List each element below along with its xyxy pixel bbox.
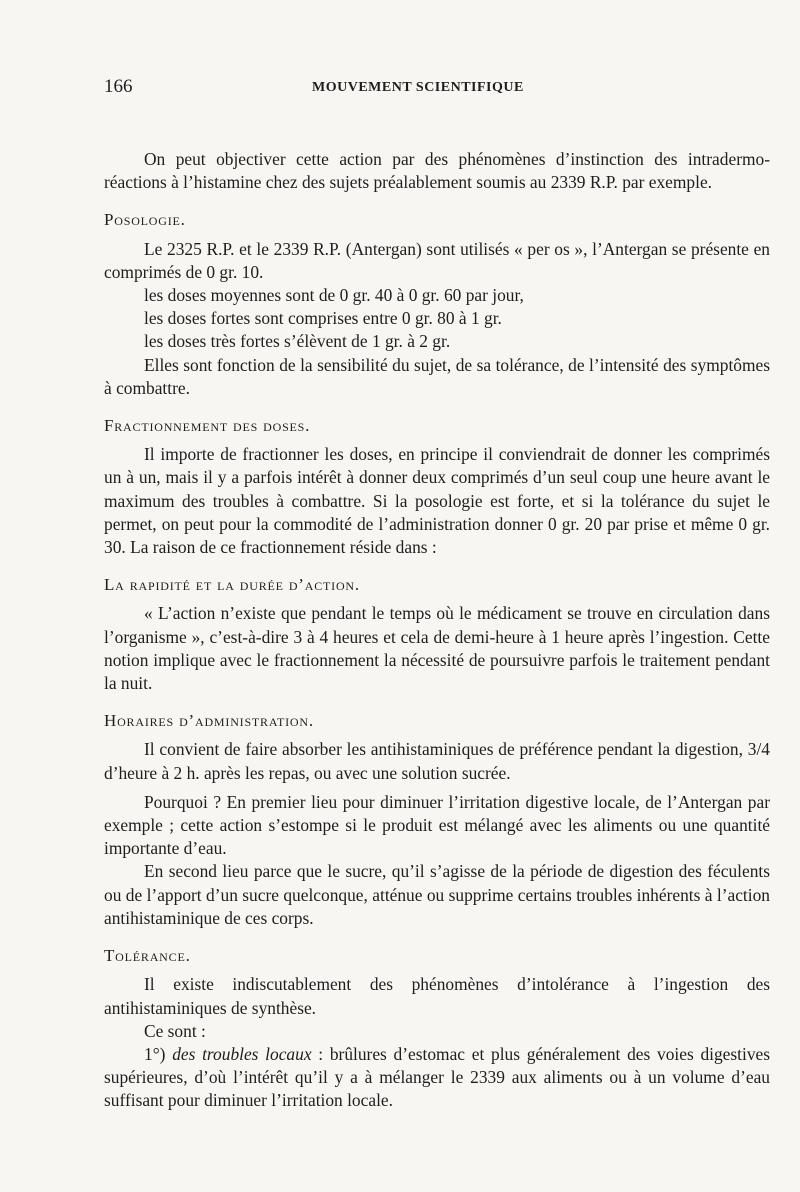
running-title: MOUVEMENT SCIENTIFIQUE bbox=[312, 80, 524, 95]
tolerance-paragraph-2: Ce sont : bbox=[144, 1020, 206, 1041]
tolerance-paragraph-3-text: : brûlures d’estomac et plus généralement des voies digestives supérieures, d’où l’intérêt qu’il y a à mélanger le 2339 aux aliments ou à un volume d’eau suffisant pour diminuer l’irritation locale. bbox=[104, 1043, 771, 1111]
emphasis-troubles-locaux: des troubles locaux bbox=[172, 1043, 312, 1064]
dose-line-fortes: les doses fortes sont comprises entre 0 gr. 80 à 1 gr. bbox=[144, 308, 502, 329]
section-heading-tolerance: Tolérance. bbox=[104, 946, 191, 966]
body-text bbox=[104, 148, 770, 1113]
rapidite-paragraph: « L’action n’existe que pendant le temps où le médicament se trouve en circulation dans l’organisme », c’est-à-dire 3 à 4 heures et cela de demi-heure à 1 heure après l’ingestion. Cette notion implique avec le fractionnement la nécessité de poursuivre parfois le traitement pendant la nuit. bbox=[104, 603, 770, 694]
horaires-paragraph-3: En second lieu parce que le sucre, qu’il s’agisse de la période de digestion des féculents ou de l’apport d’un sucre quelconque, atténue ou supprime certains troubles inhérents à l’action antihistaminique de ces corps. bbox=[104, 861, 770, 928]
horaires-paragraph-1: Il convient de faire absorber les antihistaminiques de préférence pendant la digestion, 3/4 d’heure à 2 h. après les repas, ou avec une solution sucrée. bbox=[104, 739, 770, 783]
posologie-paragraph-2: Elles sont fonction de la sensibilité du sujet, de sa tolérance, de l’intensité des symptômes à combattre. bbox=[104, 354, 770, 398]
intro-paragraph: On peut objectiver cette action par des phénomènes d’instinction des intradermo-réactions à l’histamine chez des sujets préalablement soumis au 2339 R.P. par exemple. bbox=[104, 149, 770, 193]
fractionnement-paragraph: Il importe de fractionner les doses, en principe il conviendrait de donner les comprimés un à un, mais il y a parfois intérêt à donner deux comprimés d’un seul coup une heure avant le maximum des troubles à combattre. Si la posologie est forte, et si la tolérance du sujet le permet, on peut pour la commodité de l’administration donner 0 gr. 20 par prise et même 0 gr. 30. La raison de ce fractionnement réside dans : bbox=[104, 444, 770, 558]
section-heading-fractionnement: Fractionnement des doses. bbox=[104, 416, 311, 436]
section-heading-horaires: Horaires d’administration. bbox=[104, 711, 314, 731]
list-number: 1°) bbox=[144, 1043, 166, 1064]
page-number: 166 bbox=[104, 76, 133, 97]
page-header bbox=[104, 76, 770, 106]
horaires-paragraph-2: Pourquoi ? En premier lieu pour diminuer l’irritation digestive locale, de l’Antergan par exemple ; cette action s’estompe si le produit est mélangé avec les aliments ou une quantité importante d’eau. bbox=[104, 791, 770, 859]
tolerance-paragraph-3 bbox=[104, 1043, 770, 1113]
tolerance-paragraph-1: Il existe indiscutablement des phénomènes d’intolérance à l’ingestion des antihistaminiques de synthèse. bbox=[104, 974, 770, 1018]
section-heading-posologie: Posologie. bbox=[104, 210, 186, 230]
posologie-paragraph: Le 2325 R.P. et le 2339 R.P. (Antergan) sont utilisés « per os », l’Antergan se présente en comprimés de 0 gr. 10. bbox=[104, 238, 770, 282]
section-heading-rapidite: La rapidité et la durée d’action. bbox=[104, 575, 360, 595]
dose-line-moyennes: les doses moyennes sont de 0 gr. 40 à 0 gr. 60 par jour, bbox=[144, 285, 524, 306]
dose-line-tres-fortes: les doses très fortes s’élèvent de 1 gr. à 2 gr. bbox=[144, 331, 451, 352]
